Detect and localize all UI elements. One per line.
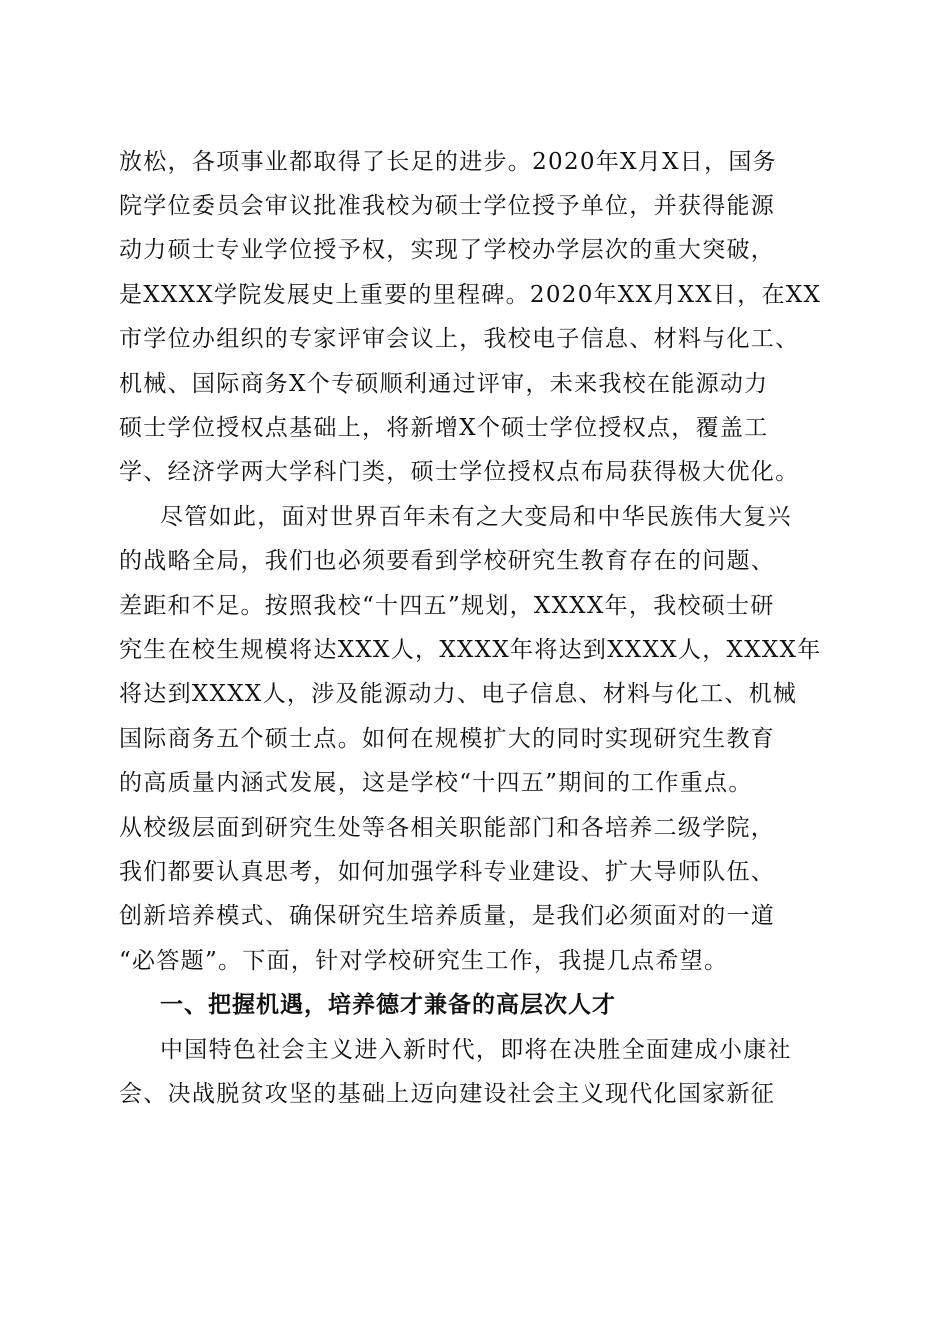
text-line: 从校级层面到研究生处等各相关职能部门和各培养二级学院，	[119, 815, 776, 841]
text-line: 机械、国际商务X个专硕顺利通过评审，未来我校在能源动力	[119, 371, 769, 397]
text-line: 究生在校生规模将达XXX人，XXXX年将达到XXXX人，XXXX年	[119, 637, 822, 663]
text-line: 的战略全局，我们也必须要看到学校研究生教育存在的问题、	[119, 548, 776, 574]
text-line: 动力硕士专业学位授予权，实现了学校办学层次的重大突破，	[119, 237, 776, 263]
section-heading: 一、把握机遇，培养德才兼备的高层次人才	[160, 992, 616, 1018]
text-line: 创新培养模式、确保研究生培养质量，是我们必须面对的一道	[119, 903, 776, 929]
paragraph-first-line: 中国特色社会主义进入新时代，即将在决胜全面建成小康社	[160, 1037, 792, 1063]
text-line: 放松，各项事业都取得了长足的进步。2020年X月X日，国务	[119, 149, 777, 175]
paragraph-first-line: 尽管如此，面对世界百年未有之大变局和中华民族伟大复兴	[160, 504, 792, 530]
text-line: 的高质量内涵式发展，这是学校“十四五”期间的工作重点。	[119, 770, 753, 796]
text-line: 国际商务五个硕士点。如何在规模扩大的同时实现研究生教育	[119, 726, 776, 752]
text-line: 会、决战脱贫攻坚的基础上迈向建设社会主义现代化国家新征	[119, 1081, 776, 1107]
text-line: 将达到XXXX人，涉及能源动力、电子信息、材料与化工、机械	[119, 681, 798, 707]
text-line: 市学位办组织的专家评审会议上，我校电子信息、材料与化工、	[119, 326, 800, 352]
text-line: 硕士学位授权点基础上，将新增X个硕士学位授权点，覆盖工	[119, 415, 769, 441]
text-line: 差距和不足。按照我校“十四五”规划，XXXX年，我校硕士研	[119, 593, 775, 619]
text-line: “必答题”。下面，针对学校研究生工作，我提几点希望。	[119, 948, 729, 974]
text-line: 学、经济学两大学科门类，硕士学位授权点布局获得极大优化。	[119, 459, 800, 485]
text-line: 院学位委员会审议批准我校为硕士学位授予单位，并获得能源	[119, 193, 776, 219]
text-line: 我们都要认真思考，如何加强学科专业建设、扩大导师队伍、	[119, 859, 776, 885]
text-line: 是XXXX学院发展史上重要的里程碑。2020年XX月XX日，在XX	[119, 282, 822, 308]
